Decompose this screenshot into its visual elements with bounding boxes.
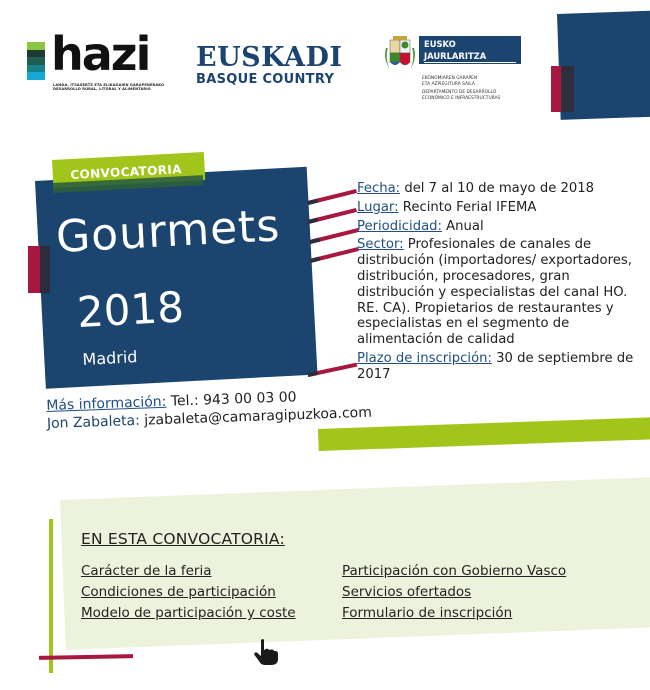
hazi-color-bars (27, 42, 45, 80)
euskadi-logo (196, 44, 346, 94)
phone-number: Tel.: 943 00 03 00 (166, 389, 297, 410)
contact-email[interactable]: jzabaleta@camaragipuzkoa.com (139, 404, 373, 429)
event-title: Gourmets (54, 200, 282, 263)
detail-plazo (357, 351, 647, 383)
dept1-line1: EKONOMIAREN GARAPEN (422, 76, 478, 81)
decorative-green-bar (318, 417, 650, 451)
plazo-label: Plazo de inscripción: (357, 350, 492, 366)
decorative-overlap-bar (561, 66, 574, 112)
lugar-value: Recinto Ferial IFEMA (398, 199, 537, 215)
panel-heading: EN ESTA CONVOCATORIA: (81, 530, 285, 548)
euskadi-subtitle: BASQUE COUNTRY (196, 72, 335, 87)
event-details (357, 181, 647, 383)
connector-line-lugar (308, 208, 357, 224)
decorative-overlap-bar-left (40, 246, 50, 293)
gobierno-vasco-name (419, 36, 521, 74)
hazi-subtitle-line1: LANDA, ITSASERTZ ETA ELIKAGAIEN GARAPENERAKO (53, 83, 165, 87)
link-condiciones-participacion[interactable]: Condiciones de participación (81, 584, 276, 600)
periodicidad-label: Periodicidad: (357, 218, 442, 234)
link-participacion-gobierno[interactable]: Participación con Gobierno Vasco (342, 563, 567, 579)
hazi-subtitle (53, 83, 183, 92)
sector-value: Profesionales de canales de distribución (importadores/ exportadores, distribución, procesadores, gran distribución y especialistas del canal HO. RE. CA). Propietarios de restaurantes y especialistas en el segmento de alimentación de calidad (357, 237, 632, 348)
decorative-green-vertical (49, 519, 53, 673)
links-right-column (342, 561, 566, 624)
gobierno-vasco-logo (383, 34, 523, 104)
connector-line-periodicidad (310, 228, 359, 244)
link-servicios-ofertados[interactable]: Servicios ofertados (342, 584, 472, 600)
links-left-column (81, 561, 296, 624)
hazi-logo (27, 27, 165, 96)
plazo-value: 30 de septiembre de 2017 (357, 350, 634, 382)
contact-info (46, 386, 372, 433)
connector-line-sector (310, 247, 359, 263)
coat-of-arms-icon (383, 34, 417, 74)
dept2-line2: ECONÓMICO E INFRAESTRUCTURAS (422, 95, 501, 101)
event-city: Madrid (82, 347, 138, 369)
fecha-label: Fecha: (357, 181, 401, 196)
decorative-red-bar-left (28, 246, 40, 293)
detail-lugar (357, 200, 647, 216)
decorative-red-horizontal (39, 654, 133, 660)
dept1-line2: ETA AZPIEGITURA SAILA (422, 81, 475, 87)
detail-fecha (357, 181, 647, 197)
hazi-subtitle-line2: DESARROLLO RURAL, LITORAL Y ALIMENTARIO (53, 87, 151, 92)
link-modelo-participacion[interactable]: Modelo de participación y coste (81, 605, 296, 621)
fecha-value: del 7 al 10 de mayo de 2018 (400, 181, 595, 196)
link-caracter-feria[interactable]: Carácter de la feria (81, 563, 212, 579)
link-formulario-inscripcion[interactable]: Formulario de inscripción (342, 605, 513, 621)
periodicidad-value: Anual (441, 218, 484, 234)
more-info-link[interactable]: Más información: (46, 393, 167, 414)
convocatoria-tag-label: CONVOCATORIA (70, 162, 183, 182)
detail-sector (357, 237, 647, 348)
lugar-label: Lugar: (357, 199, 399, 215)
euskadi-title: EUSKADI (196, 42, 343, 73)
gobierno-line2: GOBIERNO VASCO (424, 64, 509, 74)
sector-label: Sector: (357, 237, 404, 253)
contact-person: Jon Zabaleta: (46, 412, 141, 432)
dept2-line1: DEPARTAMENTO DE DESARROLLO (422, 90, 497, 95)
event-year: 2018 (75, 282, 186, 337)
hazi-wordmark: hazi (51, 27, 150, 81)
department-text (422, 76, 522, 104)
hand-pointer-icon (253, 638, 279, 666)
gobierno-line1: EUSKO JAURLARITZA (424, 38, 516, 63)
connector-line-fecha (308, 189, 357, 205)
detail-periodicidad (357, 219, 647, 235)
